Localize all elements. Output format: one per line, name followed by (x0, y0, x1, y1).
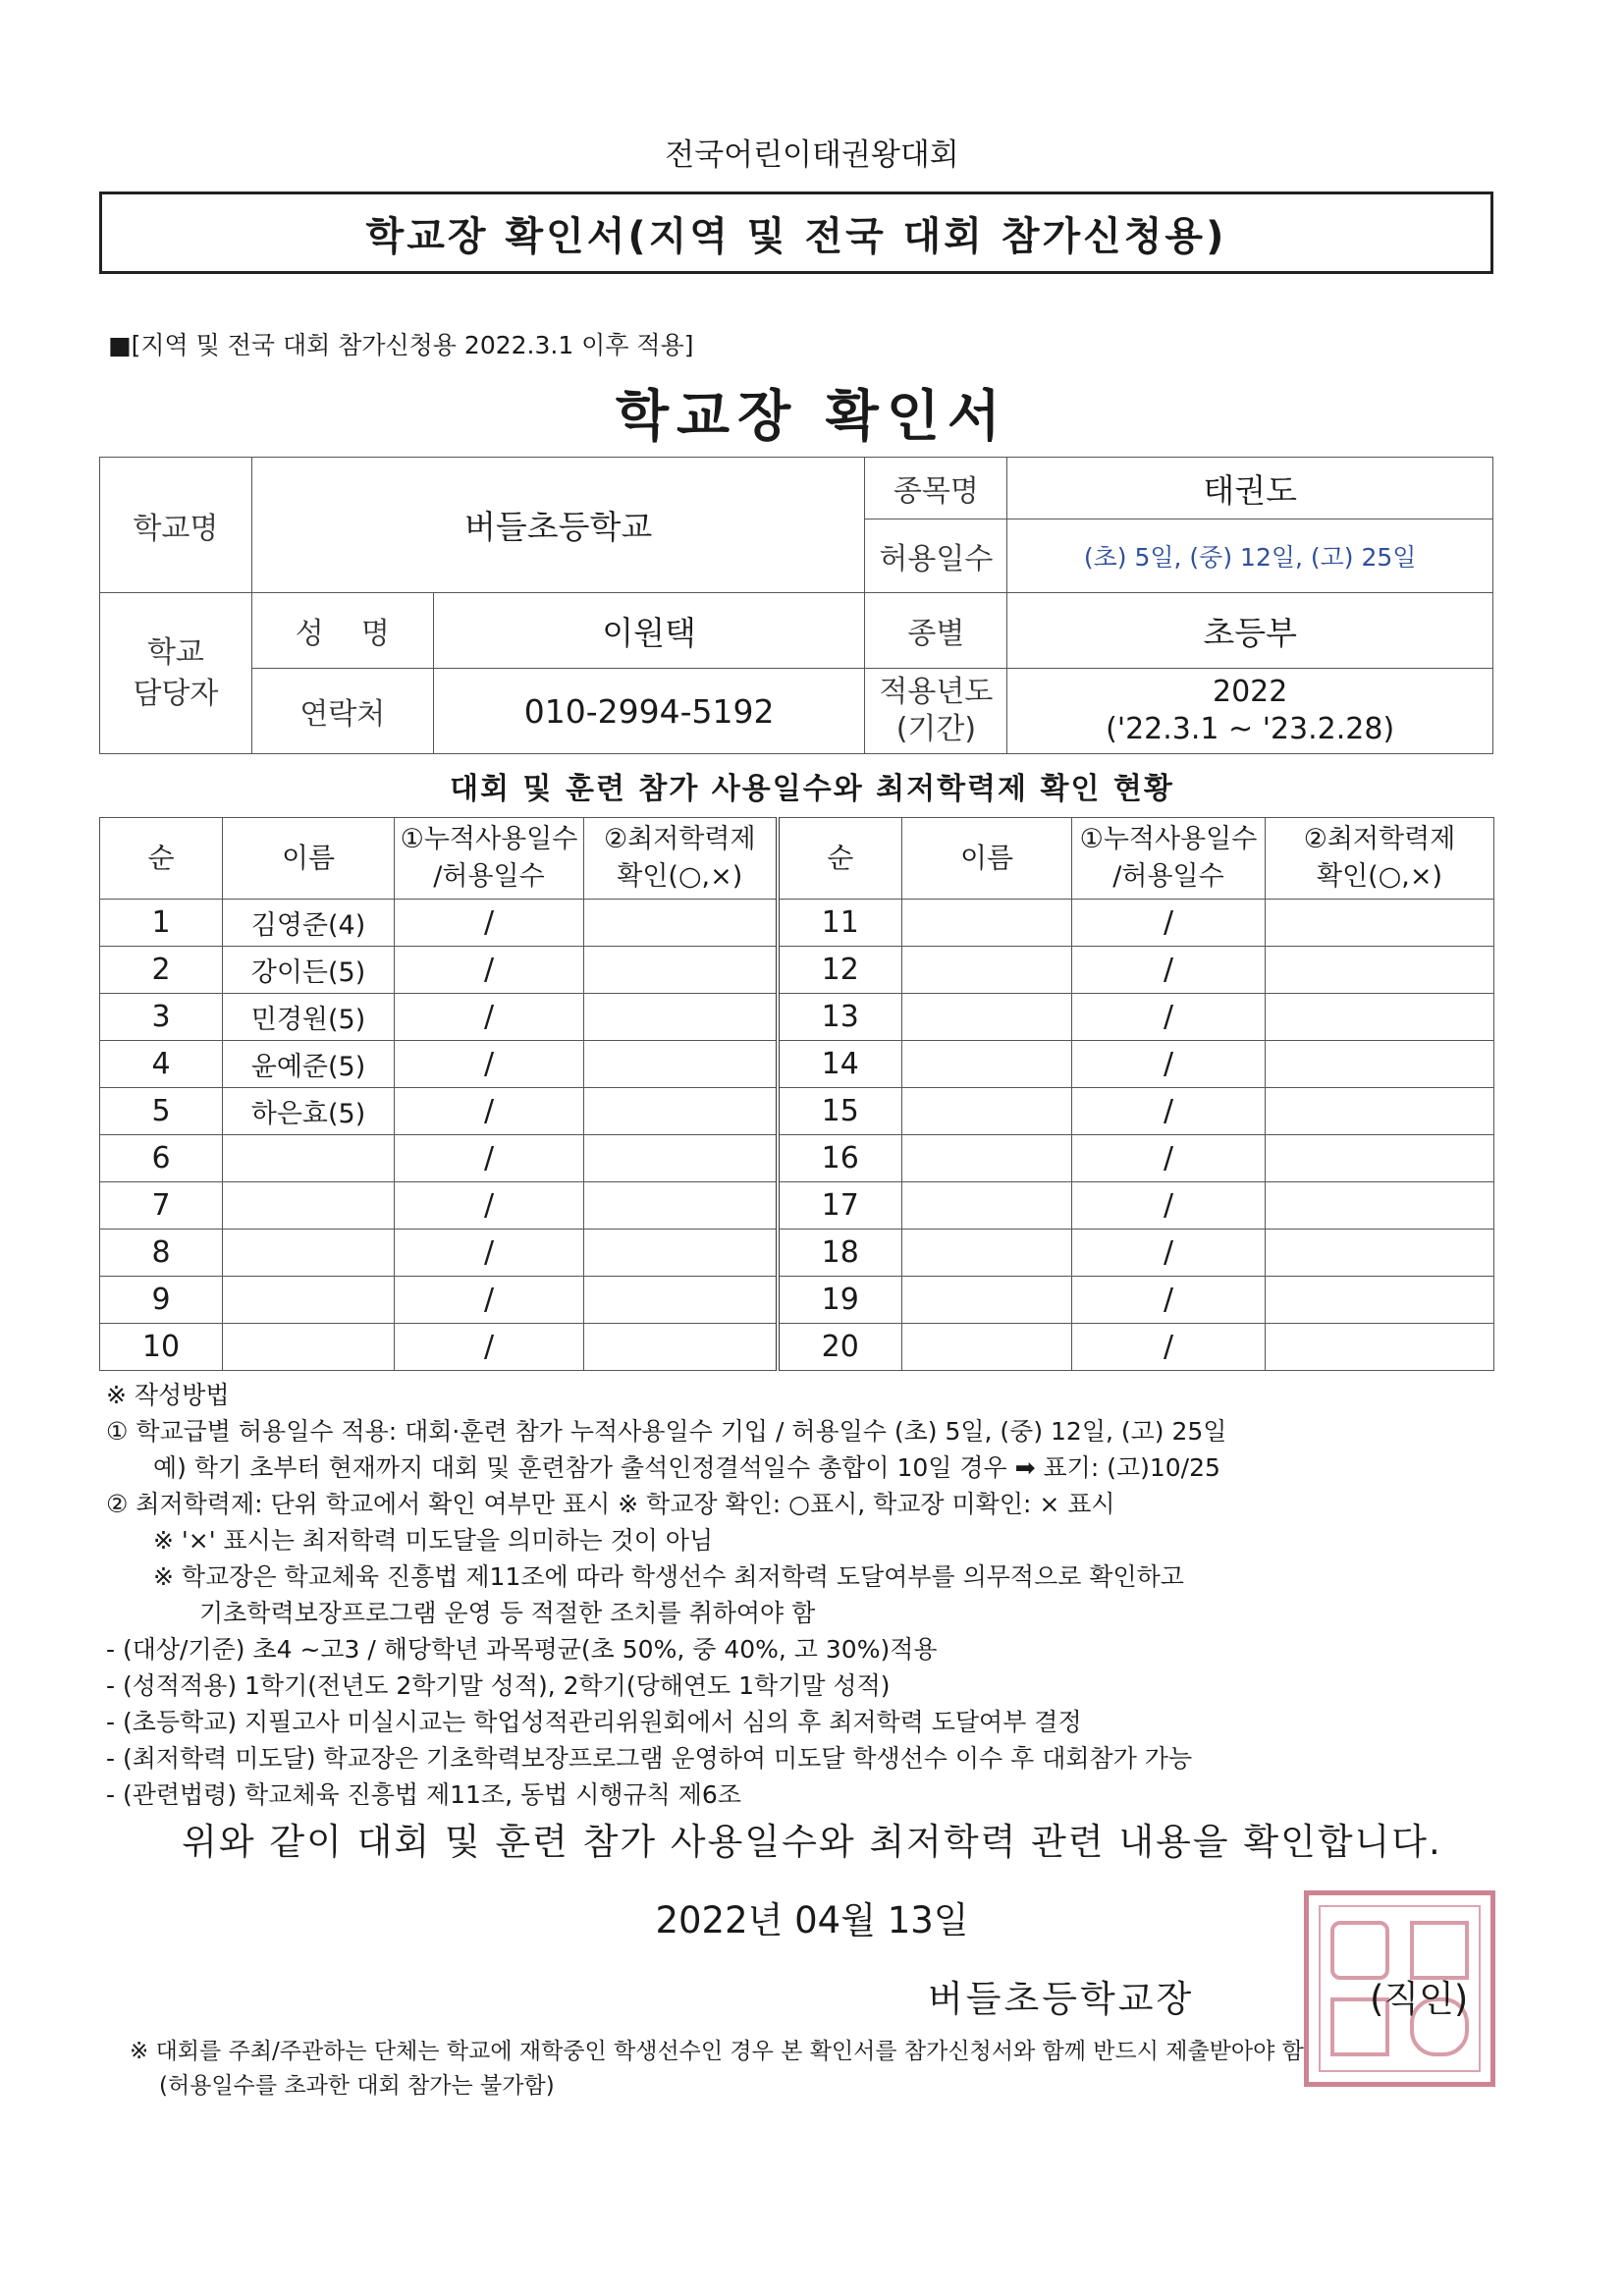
row-check (584, 1041, 778, 1088)
table-row (100, 1277, 1494, 1324)
table-row (100, 1135, 1494, 1182)
table-row (100, 1182, 1494, 1230)
category-value: 초등부 (1007, 593, 1493, 669)
row-no: 5 (100, 1088, 223, 1135)
row-no: 15 (778, 1088, 902, 1135)
row-days: / (1072, 900, 1266, 947)
row-no: 19 (778, 1277, 902, 1324)
row-no: 12 (778, 947, 902, 994)
row-name: 하은효(5) (223, 1088, 395, 1135)
category-label: 종별 (865, 593, 1007, 669)
confirmation-date: 2022년 04월 13일 (655, 1899, 969, 1941)
row-name (902, 1088, 1072, 1135)
row-no: 6 (100, 1135, 223, 1182)
row-name: 강이든(5) (223, 947, 395, 994)
row-no: 16 (778, 1135, 902, 1182)
application-notice: ■[지역 및 전국 대회 참가신청용 2022.3.1 이후 적용] (108, 331, 694, 359)
row-check (1266, 1324, 1494, 1371)
row-no: 14 (778, 1041, 902, 1088)
row-days: / (1072, 1088, 1266, 1135)
row-check (1266, 1041, 1494, 1088)
note-line: 기초학력보장프로그램 운영 등 적절한 조치를 취하여야 함 (199, 1599, 816, 1627)
footer-line: (허용일수를 초과한 대회 참가는 불가함) (159, 2073, 555, 2099)
name-value: 이원택 (433, 593, 865, 669)
year-value: 2022 ('22.3.1 ~ '23.2.28) (1007, 669, 1493, 754)
row-name: 윤예준(5) (223, 1041, 395, 1088)
roster-table (99, 817, 1494, 1371)
row-check (1266, 1182, 1494, 1230)
row-name (223, 1324, 395, 1371)
row-check (1266, 1088, 1494, 1135)
contact-label: 연락처 (251, 669, 433, 754)
row-check (1266, 1135, 1494, 1182)
table-row (100, 1230, 1494, 1277)
row-name (902, 1135, 1072, 1182)
row-days: / (1072, 1182, 1266, 1230)
row-days: / (1072, 1135, 1266, 1182)
row-days: / (1072, 947, 1266, 994)
row-days: / (1072, 1277, 1266, 1324)
row-no: 2 (100, 947, 223, 994)
row-check (584, 1277, 778, 1324)
table-row (100, 1324, 1494, 1371)
row-check (584, 1324, 778, 1371)
roster-title: 대회 및 훈련 참가 사용일수와 최저학력제 확인 현황 (450, 772, 1174, 806)
form-title-box (99, 191, 1493, 274)
header-name-left: 이름 (223, 818, 395, 900)
row-no: 4 (100, 1041, 223, 1088)
header-check-left: ②최저학력제 확인(○,×) (584, 818, 778, 900)
row-no: 3 (100, 994, 223, 1041)
header-no-right: 순 (778, 818, 902, 900)
manager-label: 학교 담당자 (100, 593, 252, 754)
row-no: 1 (100, 900, 223, 947)
table-row (100, 1088, 1494, 1135)
row-name (902, 1277, 1072, 1324)
header-name-right: 이름 (902, 818, 1072, 900)
header-days-right: ①누적사용일수 /허용일수 (1072, 818, 1266, 900)
note-line: ① 학교급별 허용일수 적용: 대회·훈련 참가 누적사용일수 기입 / 허용일수 (초) 5일, (중) 12일, (고) 25일 (106, 1417, 1227, 1446)
note-line: - (초등학교) 지필고사 미실시교는 학업성적관리위원회에서 심의 후 최저학력 도달여부 결정 (106, 1708, 1082, 1736)
school-value: 버들초등학교 (251, 458, 865, 593)
row-days: / (395, 1088, 584, 1135)
row-check (1266, 994, 1494, 1041)
row-name (902, 994, 1072, 1041)
row-days: / (395, 947, 584, 994)
row-name (902, 1182, 1072, 1230)
row-check (584, 1230, 778, 1277)
note-line: ※ 작성방법 (106, 1381, 230, 1409)
row-days: / (395, 1041, 584, 1088)
row-days: / (395, 1182, 584, 1230)
footer-note (130, 2035, 1304, 2104)
row-no: 9 (100, 1277, 223, 1324)
row-check (1266, 1277, 1494, 1324)
seal-label: (직인) (1370, 1978, 1469, 2020)
row-name (223, 1182, 395, 1230)
row-no: 7 (100, 1182, 223, 1230)
main-title: 학교장 확인서 (615, 385, 1009, 449)
info-table (99, 457, 1493, 754)
row-days: / (395, 1135, 584, 1182)
row-check (584, 1088, 778, 1135)
note-line: - (관련법령) 학교체육 진흥법 제11조, 동법 시행규칙 제6조 (106, 1780, 741, 1809)
row-no: 13 (778, 994, 902, 1041)
allowed-days-value: (초) 5일, (중) 12일, (고) 25일 (1007, 519, 1493, 593)
confirmation-statement: 위와 같이 대회 및 훈련 참가 사용일수와 최저학력 관련 내용을 확인합니다. (182, 1821, 1442, 1863)
row-name (902, 947, 1072, 994)
row-days: / (1072, 1041, 1266, 1088)
note-line: ※ '×' 표시는 최저학력 미도달을 의미하는 것이 아님 (153, 1526, 714, 1555)
school-label: 학교명 (100, 458, 252, 593)
row-no: 20 (778, 1324, 902, 1371)
event-value: 태권도 (1007, 458, 1493, 519)
row-check (1266, 900, 1494, 947)
row-name (902, 1230, 1072, 1277)
note-line: - (성적적용) 1학기(전년도 2학기말 성적), 2학기(당해연도 1학기말 성적) (106, 1671, 891, 1700)
row-days: / (395, 1230, 584, 1277)
row-days: / (395, 1277, 584, 1324)
row-no: 11 (778, 900, 902, 947)
allowed-days-label: 허용일수 (865, 519, 1007, 593)
row-days: / (395, 1324, 584, 1371)
table-row (100, 900, 1494, 947)
year-label: 적용년도 (기간) (865, 669, 1007, 754)
row-name (223, 1277, 395, 1324)
row-name: 김영준(4) (223, 900, 395, 947)
row-check (584, 994, 778, 1041)
note-line: ※ 학교장은 학교체육 진흥법 제11조에 따라 학생선수 최저학력 도달여부를 의무적으로 확인하고 (153, 1562, 1184, 1591)
row-name (223, 1230, 395, 1277)
row-no: 17 (778, 1182, 902, 1230)
row-no: 10 (100, 1324, 223, 1371)
row-days: / (1072, 994, 1266, 1041)
writing-instructions (106, 1377, 1510, 1813)
row-name (223, 1135, 395, 1182)
table-row (100, 947, 1494, 994)
row-days: / (395, 994, 584, 1041)
table-row (100, 1041, 1494, 1088)
header-no-left: 순 (100, 818, 223, 900)
row-check (1266, 1230, 1494, 1277)
footer-line: ※ 대회를 주최/주관하는 단체는 학교에 재학중인 학생선수인 경우 본 확인서를 참가신청서와 함께 반드시 제출받아야 함 (130, 2039, 1304, 2064)
signer-name: 버들초등학교장 (928, 1978, 1195, 2020)
row-check (584, 1135, 778, 1182)
note-line: - (최저학력 미도달) 학교장은 기초학력보장프로그램 운영하여 미도달 학생선수 이수 후 대회참가 가능 (106, 1744, 1193, 1773)
row-days: / (1072, 1230, 1266, 1277)
contact-value: 010-2994-5192 (433, 669, 865, 754)
row-no: 8 (100, 1230, 223, 1277)
note-line: ② 최저학력제: 단위 학교에서 확인 여부만 표시 ※ 학교장 확인: ○표시, 학교장 미확인: × 표시 (106, 1490, 1115, 1518)
row-check (584, 947, 778, 994)
header-days-left: ①누적사용일수 /허용일수 (395, 818, 584, 900)
row-name (902, 900, 1072, 947)
note-line: - (대상/기준) 초4 ~고3 / 해당학년 과목평균(초 50%, 중 40%, 고 30%)적용 (106, 1635, 938, 1664)
event-label: 종목명 (865, 458, 1007, 519)
row-check (584, 1182, 778, 1230)
row-days: / (395, 900, 584, 947)
organization-name: 전국어린이태권왕대회 (665, 137, 959, 173)
name-label: 성 명 (251, 593, 433, 669)
row-name (902, 1041, 1072, 1088)
row-check (584, 900, 778, 947)
header-check-right: ②최저학력제 확인(○,×) (1266, 818, 1494, 900)
row-name (902, 1324, 1072, 1371)
row-name: 민경원(5) (223, 994, 395, 1041)
note-line: 예) 학기 초부터 현재까지 대회 및 훈련참가 출석인정결석일수 총합이 10일 경우 ➡ 표기: (고)10/25 (153, 1453, 1220, 1482)
row-no: 18 (778, 1230, 902, 1277)
table-row (100, 994, 1494, 1041)
row-check (1266, 947, 1494, 994)
row-days: / (1072, 1324, 1266, 1371)
form-title: 학교장 확인서(지역 및 전국 대회 참가신청용) (365, 213, 1227, 259)
